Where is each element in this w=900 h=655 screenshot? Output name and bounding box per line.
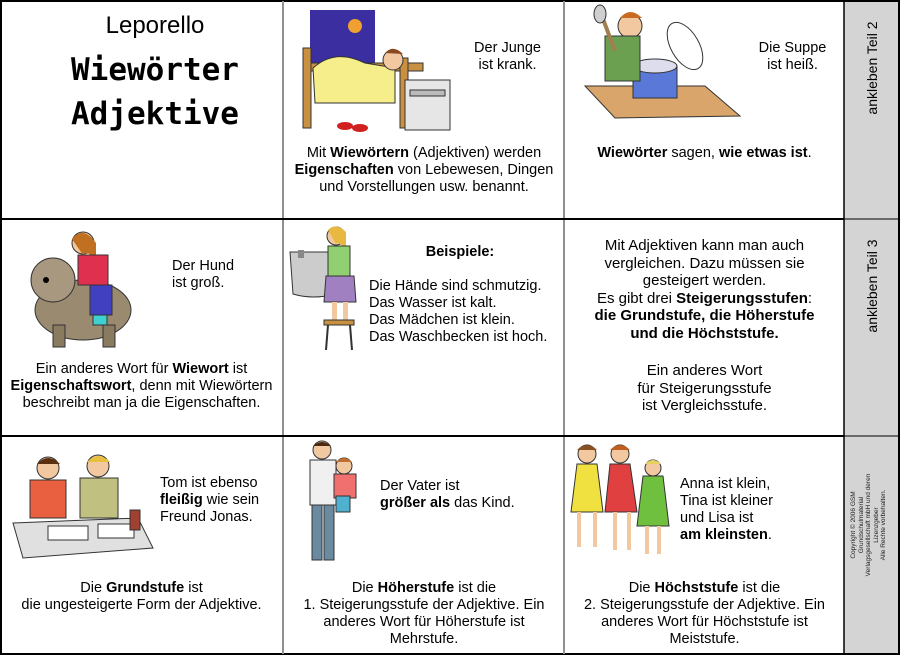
text-line — [565, 631, 844, 648]
title-leporello: Leporello — [105, 12, 205, 39]
washbasin-girl-illustration — [288, 222, 368, 352]
text-line — [565, 255, 844, 273]
text-run: anderes Wort für Höherstufe ist — [323, 614, 525, 630]
title-adjektive: Adjektive — [71, 96, 239, 132]
text-run: ist — [184, 580, 203, 596]
copyright-line: Alle Rechte vorbehalten. — [880, 489, 887, 561]
heading-beispiele — [365, 244, 555, 261]
three-girls-illustration — [565, 440, 675, 565]
text-line — [565, 614, 844, 631]
caption-tom-jonas — [160, 475, 280, 526]
text-run: . — [807, 145, 812, 161]
caption-line: ist groß. — [172, 275, 225, 291]
bold-run: Wiewörtern — [330, 145, 409, 161]
text-line — [680, 493, 840, 510]
caption-hund — [172, 258, 272, 292]
bold-run: Höchststufe — [654, 580, 739, 596]
title-main — [40, 48, 270, 136]
beispiel-line: Die Hände sind schmutzig. — [369, 278, 542, 294]
text-run: 1. Steigerungsstufe der Adjektive. Ein — [303, 597, 545, 613]
text-line — [160, 492, 280, 509]
boys-studying-illustration — [8, 448, 158, 563]
text-wiewoerter-sagen — [565, 145, 844, 162]
father-child-illustration — [302, 438, 372, 573]
text-line — [680, 527, 840, 544]
bold-run: und die Höchststufe. — [630, 324, 779, 342]
text-run: ist — [228, 361, 248, 377]
text-run: ist die — [738, 580, 781, 596]
beispiel-line: Das Wasser ist kalt. — [369, 295, 497, 311]
text-line — [0, 597, 283, 614]
text-line — [284, 597, 564, 614]
text-run: Der Vater ist — [380, 478, 460, 494]
text-line — [284, 179, 564, 196]
copyright-line: Grundschulmaterial — [857, 496, 865, 554]
caption-line: ist heiß. — [767, 57, 818, 73]
beispiel-line: Das Mädchen ist klein. — [369, 312, 515, 328]
text-line: für Steigerungsstufe — [637, 379, 772, 397]
text-run: : — [807, 289, 813, 307]
text-line — [0, 361, 283, 378]
text-run: wie sein — [202, 492, 260, 508]
text-run: Mehrstufe. — [389, 631, 459, 647]
bold-run: Wiewörter — [597, 145, 668, 161]
text-run: Freund Jonas. — [160, 509, 253, 525]
text-line — [565, 307, 844, 325]
text-line: ist Vergleichsstufe. — [641, 397, 768, 414]
bold-run: Grundstufe — [106, 580, 185, 596]
beispiel-line: Das Waschbecken ist hoch. — [369, 329, 548, 345]
text-run: und Lisa ist — [680, 510, 754, 526]
caption-junge — [455, 40, 560, 74]
copyright-line: Lizenzgeber — [872, 507, 880, 543]
bold-run: wie etwas ist — [718, 145, 808, 161]
side-label-teil3: ankleben Teil 3 — [864, 239, 880, 333]
text-line — [680, 510, 840, 527]
text-run: Die — [351, 580, 378, 596]
bold-run: Eigenschaften — [294, 162, 394, 178]
text-run: und Vorstellungen usw. benannt. — [319, 179, 529, 195]
caption-line: ist krank. — [478, 57, 537, 73]
bold-run: die Grundstufe, die Höherstufe — [594, 307, 815, 324]
text-line — [565, 580, 844, 597]
bold-run: fleißig — [160, 492, 203, 508]
text-hoechststufe — [565, 580, 844, 648]
title-wiewoerter: Wiewörter — [71, 52, 239, 88]
text-steigerungsstufen — [565, 237, 844, 342]
text-run: Mit Adjektiven kann man auch — [604, 237, 805, 254]
bold-run: Höherstufe — [377, 580, 455, 596]
text-run: . — [767, 527, 772, 543]
text-run: Tina ist kleiner — [680, 493, 773, 509]
bold-run: Wiewort — [172, 361, 229, 377]
text-eigenschaftswort — [0, 361, 283, 412]
text-line — [284, 580, 564, 597]
text-vergleichsstufe — [565, 362, 844, 415]
text-line — [565, 325, 844, 343]
text-line — [284, 145, 564, 162]
text-line — [380, 495, 560, 512]
text-run: anderes Wort für Höchststufe ist — [601, 614, 808, 630]
text-run: Meiststufe. — [669, 631, 740, 647]
text-line — [565, 290, 844, 308]
text-run: (Adjektiven) werden — [409, 145, 542, 161]
text-run: Tom ist ebenso — [160, 475, 258, 491]
text-line — [680, 476, 840, 493]
bold-run: Steigerungsstufen — [676, 289, 808, 307]
text-line — [284, 162, 564, 179]
caption-line: Der Hund — [172, 258, 235, 274]
text-line — [0, 395, 283, 412]
text-line: Ein anderes Wort — [646, 362, 763, 379]
text-run: , denn mit Wiewörtern — [131, 378, 273, 394]
copyright-line: Verlagsgesellschaft mbH und deren — [865, 473, 872, 577]
bold-run: am kleinsten — [680, 527, 768, 543]
text-hoeherstufe — [284, 580, 564, 648]
text-line — [284, 631, 564, 648]
sick-boy-illustration — [295, 8, 465, 133]
bold-run: Eigenschaftswort — [10, 378, 132, 394]
caption-line: Der Junge — [474, 40, 541, 56]
soup-pot-illustration — [575, 6, 750, 136]
text-run: Anna ist klein, — [680, 476, 771, 492]
bold-run: größer als — [380, 495, 451, 511]
text-run: Die — [80, 580, 107, 596]
text-line — [284, 614, 564, 631]
copyright-note — [850, 455, 890, 595]
text-line — [380, 478, 560, 495]
text-run: 2. Steigerungsstufe der Adjektive. Ein — [583, 597, 825, 613]
text-run: vergleichen. Dazu müssen sie — [604, 254, 805, 272]
text-wiewoerter-definition — [284, 145, 564, 196]
caption-vater — [380, 478, 560, 512]
text-line — [160, 509, 280, 526]
text-run: von Lebewesen, Dingen — [393, 162, 554, 178]
text-run: Es gibt drei — [596, 289, 677, 307]
text-line — [565, 237, 844, 255]
text-line — [0, 378, 283, 395]
text-run: Mit — [306, 145, 331, 161]
text-line — [565, 145, 844, 162]
text-run: beschreibt man ja die Eigenschaften. — [22, 395, 261, 411]
text-run: das Kind. — [450, 495, 515, 511]
beispiele-list — [369, 278, 564, 346]
text-run: die ungesteigerte Form der Adjektive. — [21, 597, 262, 613]
text-run: ist die — [454, 580, 497, 596]
text-run: sagen, — [667, 145, 719, 161]
text-line — [160, 475, 280, 492]
text-run: Die — [628, 580, 655, 596]
text-line — [0, 580, 283, 597]
dog-girl-illustration — [28, 225, 148, 350]
caption-line: Die Suppe — [758, 40, 827, 56]
text-grundstufe — [0, 580, 283, 614]
text-line — [565, 597, 844, 614]
caption-anna-tina-lisa — [680, 476, 840, 544]
copyright-line: Copyright © 2006 GSM — [850, 491, 857, 559]
text-run: gesteigert werden. — [642, 272, 767, 289]
caption-suppe — [745, 40, 840, 74]
text-run: Ein anderes Wort für — [35, 361, 173, 377]
heading-text: Beispiele: — [425, 244, 495, 260]
text-line — [565, 272, 844, 290]
side-label-teil2: ankleben Teil 2 — [864, 21, 880, 115]
